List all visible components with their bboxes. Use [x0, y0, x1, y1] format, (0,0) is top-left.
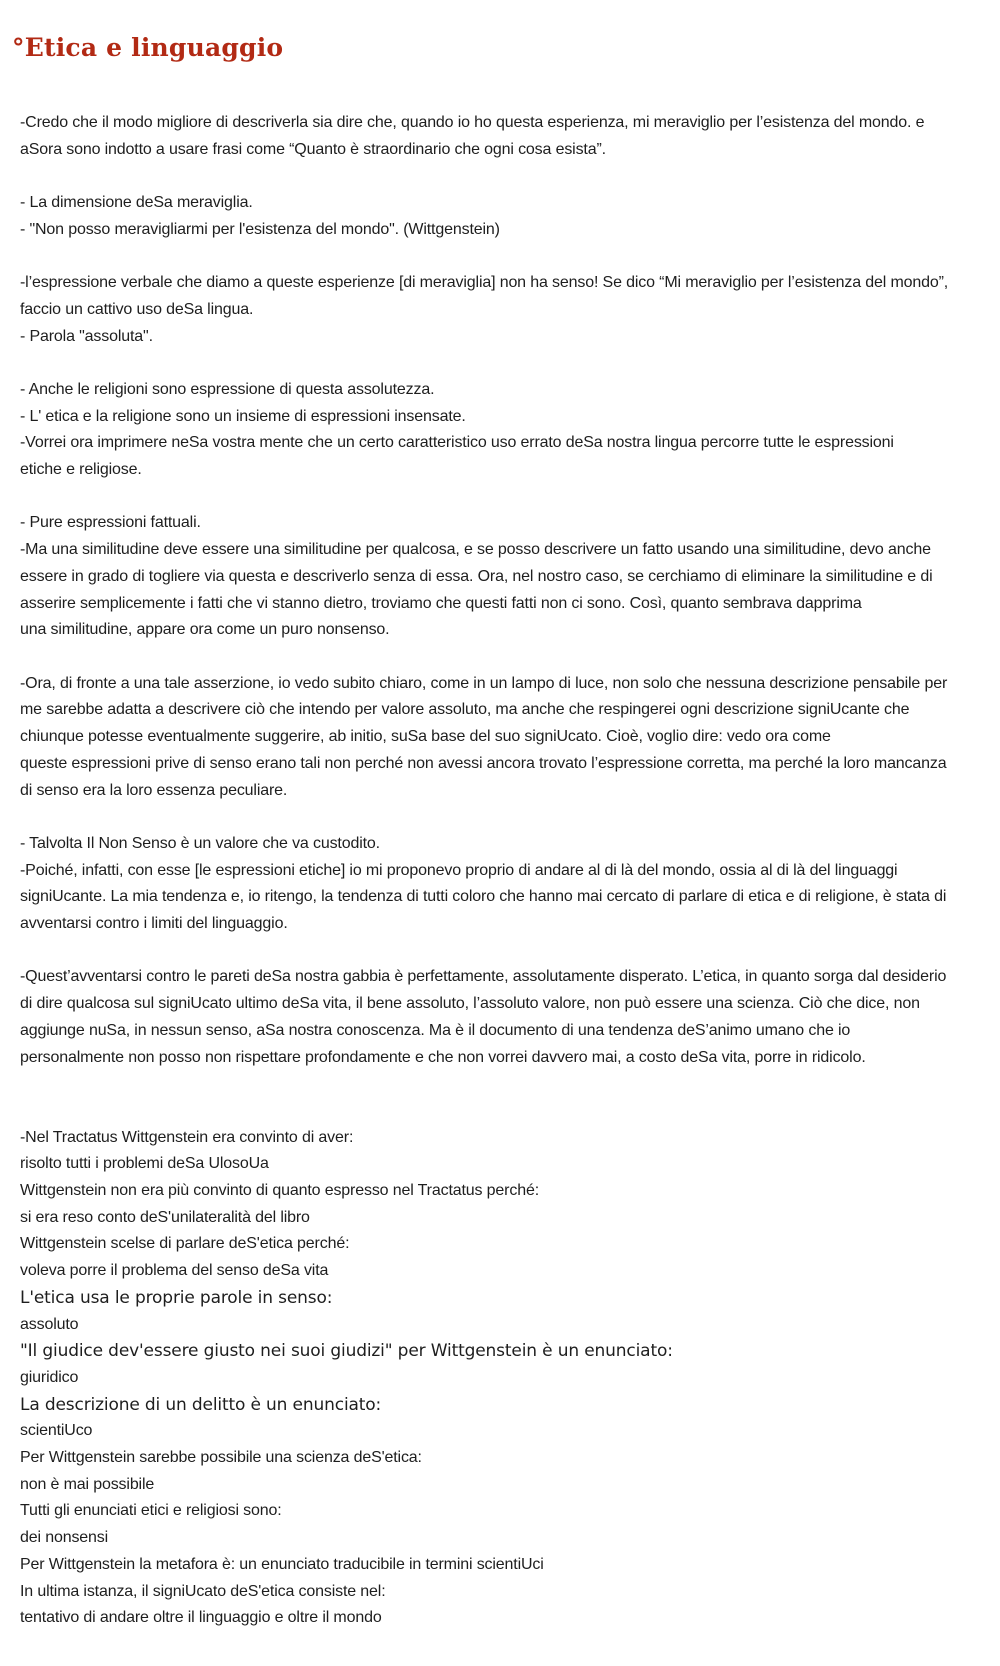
text-line: "Il giudice dev'essere giusto nei suoi giudizi" per Wittgenstein è un enunciato:	[20, 1341, 673, 1362]
blank-line	[20, 163, 985, 190]
text-line: -Ma una similitudine deve essere una similitudine per qualcosa, e se posso descrivere un fatto usando una similitudine, devo anche	[20, 541, 931, 559]
blank-line	[20, 244, 985, 271]
blank-line	[20, 484, 985, 511]
text-line: -Vorrei ora imprimere neSa vostra mente che un certo caratteristico uso errato deSa nostra lingua percorre tutte le espressioni	[20, 434, 894, 452]
text-line: personalmente non posso non rispettare profondamente e che non vorrei davvero mai, a costo deSa vita, porre in ridicolo.	[20, 1048, 866, 1066]
text-line: etiche e religiose.	[20, 461, 142, 479]
text-line: signiUcante. La mia tendenza e, io ritengo, la tendenza di tutti coloro che hanno mai cercato di parlare di etica e di religione, è stata di	[20, 888, 947, 906]
text-line: -Quest’avventarsi contro le pareti deSa nostra gabbia è perfettamente, assolutamente disperato. L’etica, in quanto sorga dal desiderio	[20, 968, 947, 986]
text-line: risolto tutti i problemi deSa UlosoUa	[20, 1155, 269, 1173]
blank-line	[20, 644, 985, 671]
text-line: -Credo che il modo migliore di descriverla sia dire che, quando io ho questa esperienza, mi meraviglio per l’esistenza del mondo. e	[20, 114, 925, 131]
blank-line	[20, 350, 985, 377]
text-line: tentativo di andare oltre il linguaggio e oltre il mondo	[20, 1609, 382, 1627]
text-line: - "Non posso meravigliarmi per l'esistenza del mondo". (Wittgenstein)	[20, 220, 500, 238]
text-line: - Anche le religioni sono espressione di questa assolutezza.	[20, 380, 435, 398]
text-line: Tutti gli enunciati etici e religiosi sono:	[20, 1502, 282, 1520]
text-line: me sarebbe adatta a descrivere ciò che intendo per valore assoluto, ma anche che respingerei ogni descrizione signiUcante che	[20, 701, 910, 719]
blank-line	[20, 1071, 985, 1098]
text-line: Per Wittgenstein la metafora è: un enunciato traducibile in termini scientiUci	[20, 1555, 544, 1573]
page-title: °Etica e linguaggio	[12, 33, 284, 62]
text-line: queste espressioni prive di senso erano tali non perché non avessi ancora trovato l’espressione corretta, ma perché la loro mancanza	[20, 754, 947, 772]
text-line: giuridico	[20, 1368, 79, 1386]
text-line: -Nel Tractatus Wittgenstein era convinto di aver:	[20, 1128, 354, 1146]
text-line: essere in grado di togliere via questa e descriverlo senza di essa. Ora, nel nostro caso, se cerchiamo di eliminare la similitudine e di	[20, 567, 933, 585]
text-line: In ultima istanza, il signiUcato deS'etica consiste nel:	[20, 1582, 386, 1600]
text-line: - Parola "assoluta".	[20, 327, 153, 345]
text-line: - Talvolta Il Non Senso è un valore che va custodito.	[20, 834, 380, 852]
text-line: scientiUco	[20, 1422, 93, 1440]
text-line: -l’espressione verbale che diamo a queste esperienze [di meraviglia] non ha senso! Se dico “Mi meraviglio per l’esistenza del mondo”,	[20, 274, 949, 292]
text-line: L'etica usa le proprie parole in senso:	[20, 1287, 333, 1308]
blank-line	[20, 804, 985, 831]
text-line: non è mai possibile	[20, 1475, 155, 1493]
text-line: si era reso conto deS'unilateralità del libro	[20, 1208, 310, 1226]
text-line: faccio un cattivo uso deSa lingua.	[20, 300, 254, 318]
text-line: voleva porre il problema del senso deSa vita	[20, 1262, 329, 1280]
text-line: asserire semplicemente i fatti che vi stanno dietro, troviamo che questi fatti non ci sono. Così, quanto sembrava dapprima	[20, 594, 862, 612]
text-line: -Poiché, infatti, con esse [le espressioni etiche] io mi proponevo proprio di andare al di là del mondo, ossia al di là del linguaggi	[20, 861, 898, 879]
text-line: Per Wittgenstein sarebbe possibile una scienza deS'etica:	[20, 1449, 422, 1467]
text-line: avventarsi contro i limiti del linguaggio.	[20, 915, 288, 932]
blank-line	[20, 938, 985, 965]
text-line: Wittgenstein scelse di parlare deS'etica perché:	[20, 1235, 350, 1253]
text-line: -Ora, di fronte a una tale asserzione, io vedo subito chiaro, come in un lampo di luce, non solo che nessuna descrizione pensabile per	[20, 674, 948, 692]
blank-line	[20, 1098, 985, 1125]
text-line: La descrizione di un delitto è un enunciato:	[20, 1394, 382, 1415]
text-line: di senso era la loro essenza peculiare.	[20, 781, 288, 799]
text-line: - Pure espressioni fattuali.	[20, 514, 201, 532]
text-line: di dire qualcosa sul signiUcato ultimo deSa vita, il bene assoluto, l’assoluto valore, non può essere una scienza. Ciò che dice, non	[20, 995, 920, 1013]
text-line: assoluto	[20, 1315, 79, 1333]
text-line: chiunque potesse eventualmente suggerire, ab initio, suSa base del suo signiUcato. Cioè, voglio dire: vedo ora come	[20, 728, 831, 746]
text-line: aSora sono indotto a usare frasi come “Quanto è straordinario che ogni cosa esista”.	[20, 140, 606, 158]
text-line: Wittgenstein non era più convinto di quanto espresso nel Tractatus perché:	[20, 1181, 539, 1199]
text-line: - La dimensione deSa meraviglia.	[20, 194, 253, 212]
document-body	[20, 110, 985, 1632]
text-line: aggiunge nuSa, in nessun senso, aSa nostra conoscenza. Ma è il documento di una tendenza deS’animo umano che io	[20, 1021, 851, 1039]
text-line: - L' etica e la religione sono un insieme di espressioni insensate.	[20, 407, 466, 425]
text-line: una similitudine, appare ora come un puro nonsenso.	[20, 621, 390, 639]
text-line: dei nonsensi	[20, 1529, 109, 1547]
